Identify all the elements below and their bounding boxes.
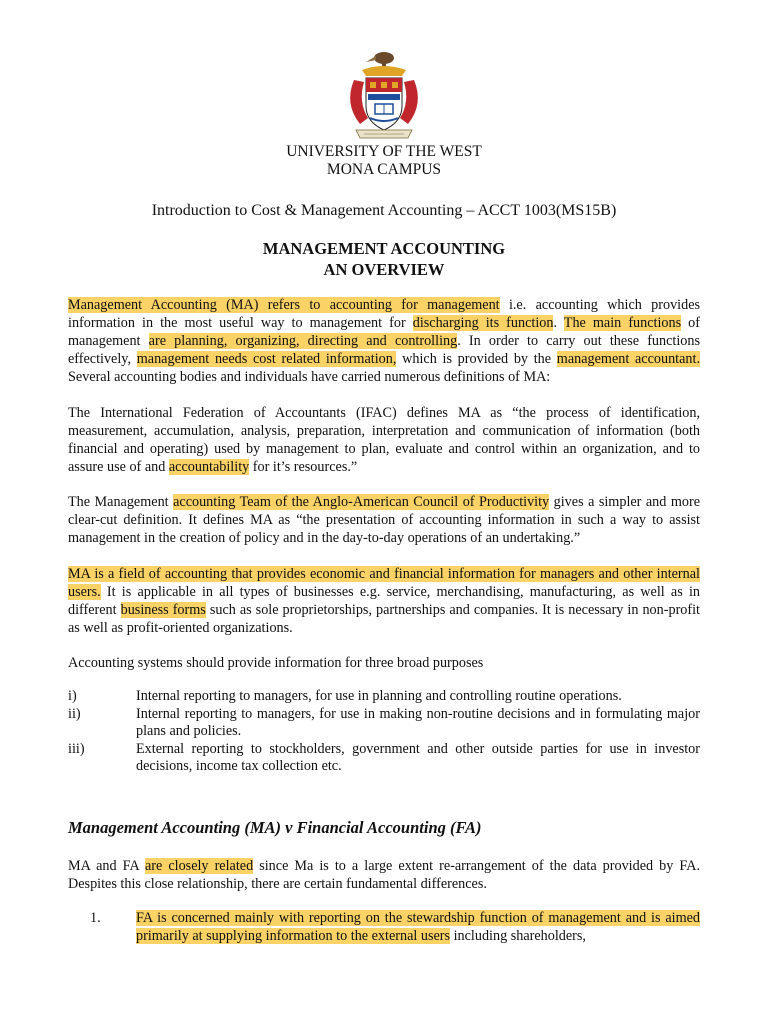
paragraph-ma-fa xyxy=(68,857,700,893)
university-crest-logo xyxy=(332,44,436,144)
text-run: . xyxy=(553,315,564,331)
highlight: accounting Team of the Anglo-American Council of Productivity xyxy=(173,494,550,510)
highlight: The main functions xyxy=(563,315,682,331)
text-run: which is provided by the xyxy=(396,351,557,367)
list-item-text: External reporting to stockholders, government and other outside parties for use in investor decisions, income tax collection etc. xyxy=(136,740,700,775)
paragraph-purposes-intro: Accounting systems should provide information for three broad purposes xyxy=(68,655,484,671)
text-run: Several accounting bodies and individuals have carried numerous definitions of MA: xyxy=(68,369,551,385)
list-item-text: Internal reporting to managers, for use in planning and controlling routine operations. xyxy=(136,688,622,704)
text-run: It is applicable in all types of businesses e.g. service, merchandising, manufacturing, as well as in different xyxy=(68,584,700,618)
paragraph-ifac xyxy=(68,404,700,476)
highlight: discharging its function xyxy=(412,315,554,331)
highlight: business forms xyxy=(120,602,206,618)
list-item-number: iii) xyxy=(68,740,85,757)
highlight: are planning, organizing, directing and controlling xyxy=(148,333,458,349)
text-run: of management xyxy=(68,315,700,349)
highlight: MA is a field of accounting that provides economic and financial information for managers and other internal users. xyxy=(68,566,700,600)
text-run: . In order to carry out these functions effectively, xyxy=(68,333,700,367)
list-item xyxy=(68,688,700,706)
text-run: The Management xyxy=(68,494,174,510)
paragraph-definition xyxy=(68,296,700,386)
list-item xyxy=(68,909,700,945)
text-run: for it’s resources.” xyxy=(249,459,358,475)
title-line-1: MANAGEMENT ACCOUNTING xyxy=(262,239,506,258)
highlight: management needs cost related information, xyxy=(136,351,397,367)
title-line-2: AN OVERVIEW xyxy=(323,260,445,279)
section-subheading: Management Accounting (MA) v Financial Accounting (FA) xyxy=(68,818,482,837)
list-item-number: 1. xyxy=(90,910,101,926)
list-item-text: Internal reporting to managers, for use in making non-routine decisions and in formulating major plans and policies. xyxy=(136,705,700,740)
list-item-number: ii) xyxy=(68,705,81,722)
highlight: FA is concerned mainly with reporting on the stewardship function of management and is aimed primarily at supplying information to the external users xyxy=(136,910,700,944)
list-item-text xyxy=(136,909,700,945)
document-title xyxy=(68,238,700,280)
text-run: including shareholders, xyxy=(450,928,586,944)
university-name: UNIVERSITY OF THE WEST xyxy=(286,143,482,160)
differences-list xyxy=(68,909,700,945)
document-page xyxy=(68,0,700,1024)
list-item xyxy=(68,706,700,741)
highlight: Management Accounting (MA) refers to accounting for management xyxy=(68,297,500,313)
course-title: Introduction to Cost & Management Accounting – ACCT 1003(MS15B) xyxy=(151,202,617,219)
text-run: gives a simpler and more clear-cut definition. It defines MA as “the presentation of accounting information in such a way to assist management in the creation of policy and in the day-to-day operations of an undertaking.” xyxy=(68,494,701,546)
purposes-list xyxy=(68,688,700,776)
text-run: i.e. accounting which provides information in the most useful way to management for xyxy=(68,297,701,331)
paragraph-field xyxy=(68,565,700,637)
highlight: are closely related xyxy=(144,858,254,874)
text-run: The International Federation of Accountants (IFAC) defines MA as “the process of identification, measurement, accumulation, analysis, preparation, interpretation and communication of information (both financial and operating) used by management to plan, evaluate and control within an organization, and to assure use of and xyxy=(68,405,700,475)
list-item-number: i) xyxy=(68,688,77,704)
text-run: MA and FA xyxy=(68,858,145,874)
list-item xyxy=(68,741,700,776)
highlight: accountability xyxy=(168,459,250,475)
text-run: such as sole proprietorships, partnerships and companies. It is necessary in non-profit as well as profit-oriented organizations. xyxy=(68,602,700,636)
campus-name: MONA CAMPUS xyxy=(326,161,442,178)
text-run: since Ma is to a large extent re-arrangement of the data provided by FA. Despites this close relationship, there are certain fundamental differences. xyxy=(68,858,700,892)
paragraph-anglo-american xyxy=(68,493,700,547)
highlight: management accountant. xyxy=(556,351,700,367)
university-heading xyxy=(68,143,700,179)
